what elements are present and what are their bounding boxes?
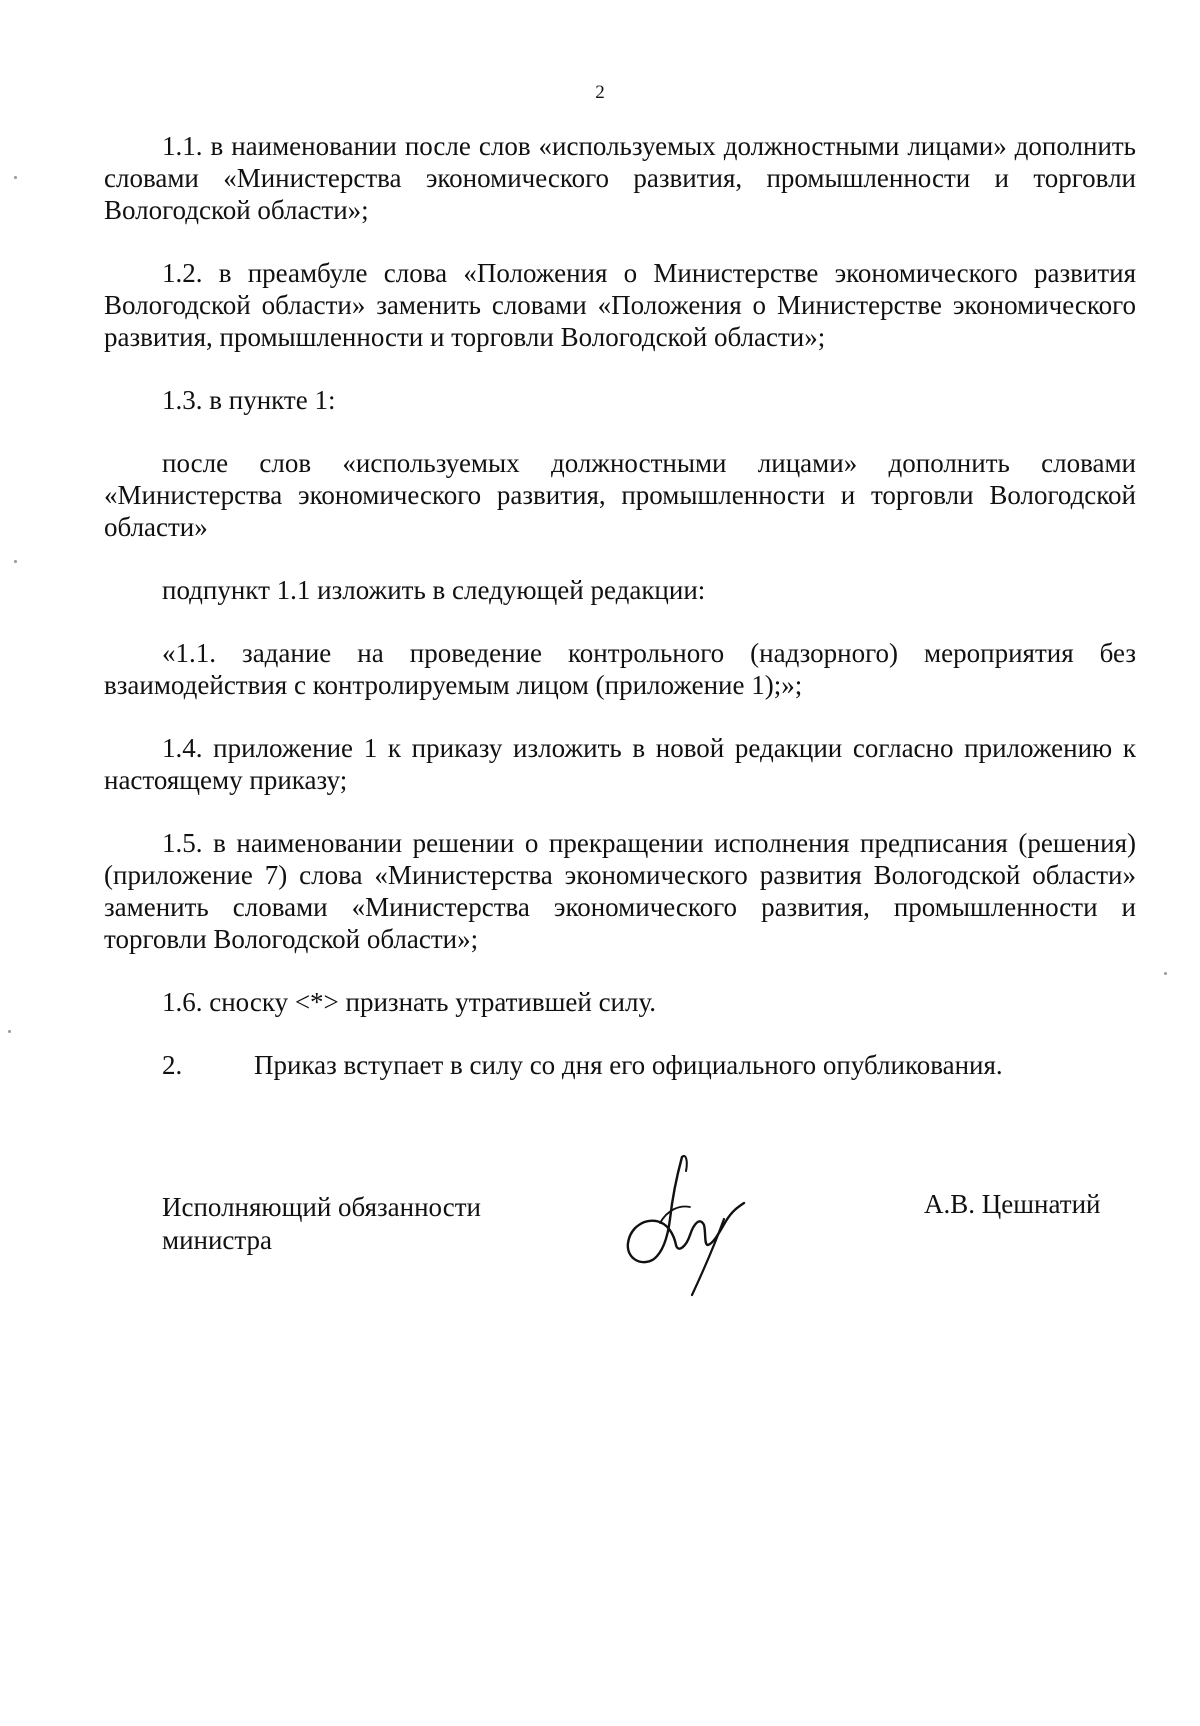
signature-block	[0, 1191, 1200, 1351]
paragraph-1-3-quote: «1.1. задание на проведение контрольного (надзорного) мероприятия без взаимодействия с контролируемым лицом (приложение 1);»;	[104, 638, 1136, 700]
signatory-position-line-2: министра	[162, 1225, 273, 1255]
signatory-name: А.В. Цешнатий	[924, 1189, 1101, 1219]
paragraph-1-5: 1.5. в наименовании решении о прекращении исполнения предписания (решения) (приложение 7) слова «Министерства экономического развития Вологодской области» заменить словами «Министерства экономического развития, промышленности и торговли Вологодской области»;	[104, 828, 1136, 954]
page-number: 2	[595, 82, 605, 103]
scan-speck	[8, 1030, 11, 1033]
paragraph-1-2: 1.2. в преамбуле слова «Положения о Министерстве экономического развития Вологодской области» заменить словами «Положения о Министерстве экономического развития, промышленности и торговли Вологодской области»;	[104, 258, 1136, 352]
paragraph-1-1: 1.1. в наименовании после слов «используемых должностными лицами» дополнить словами «Министерства экономического развития, промышленности и торговли Вологодской области»;	[104, 131, 1136, 225]
scan-speck	[1164, 972, 1167, 975]
signatory-position-line-1: Исполняющий обязанности	[162, 1192, 481, 1222]
scan-speck	[14, 176, 17, 179]
paragraph-1-3: 1.3. в пункте 1:	[162, 385, 336, 415]
paragraph-1-4: 1.4. приложение 1 к приказу изложить в новой редакции согласно приложению к настоящему приказу;	[104, 733, 1136, 795]
handwritten-signature	[620, 1149, 760, 1299]
paragraph-1-3-words: после слов «используемых должностными лицами» дополнить словами «Министерства экономического развития, промышленности и торговли Вологодской области»	[104, 448, 1136, 542]
paragraph-2	[104, 1049, 1136, 1081]
document-body	[104, 130, 1136, 1081]
paragraph-2-number: 2.	[162, 1050, 183, 1080]
paragraph-1-3-subitem: подпункт 1.1 изложить в следующей редакции:	[162, 575, 706, 605]
paragraph-1-6: 1.6. сноску <*> признать утратившей силу.	[162, 987, 657, 1017]
paragraph-2-text: Приказ вступает в силу со дня его официального опубликования.	[254, 1050, 1003, 1080]
scan-speck	[14, 560, 17, 563]
signatory-position	[162, 1191, 562, 1257]
